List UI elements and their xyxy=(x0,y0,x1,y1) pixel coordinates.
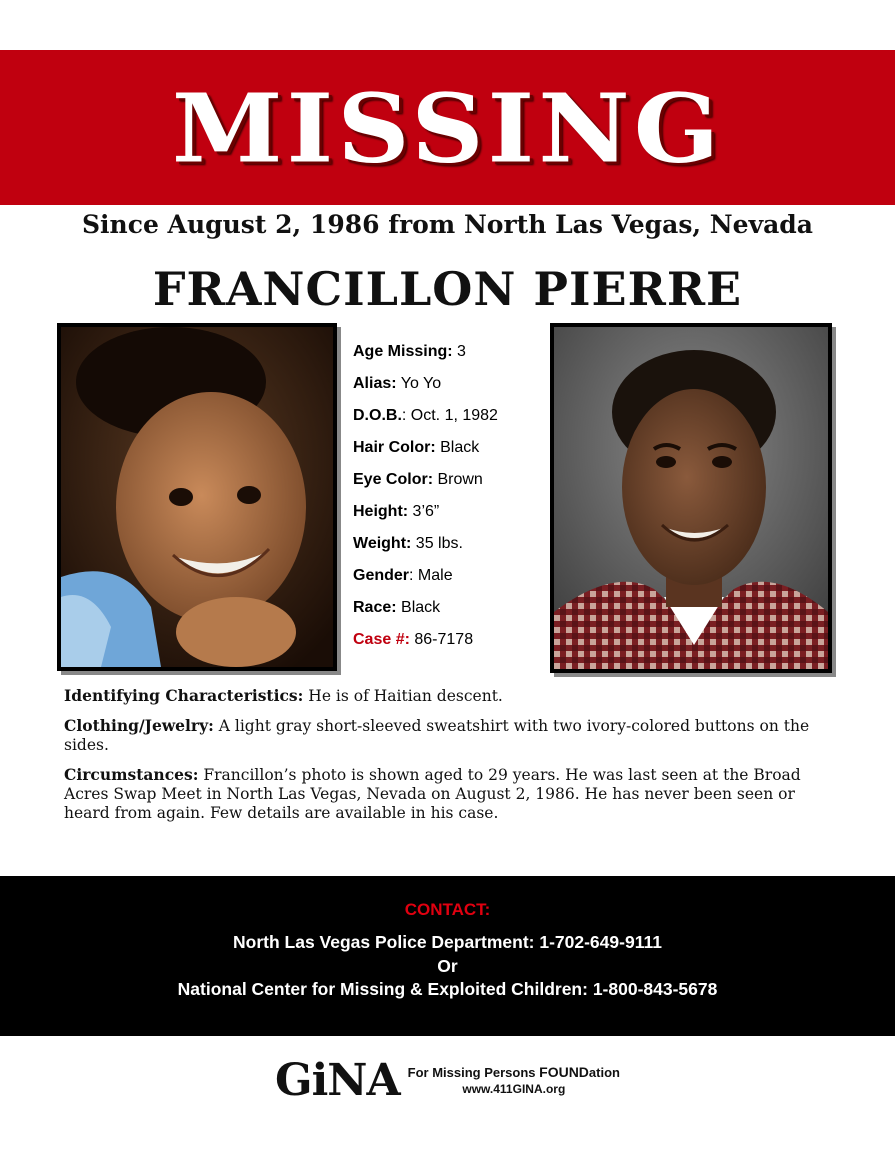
stat-case-number xyxy=(353,628,543,660)
stat-value: Brown xyxy=(433,471,483,488)
stat-alias xyxy=(353,372,543,404)
stats-list xyxy=(353,340,543,660)
detail-label: Clothing/Jewelry: xyxy=(64,716,214,735)
stat-label: Alias: xyxy=(353,375,397,392)
stat-age-missing xyxy=(353,340,543,372)
stat-height xyxy=(353,500,543,532)
child-photo xyxy=(57,323,337,671)
stat-weight xyxy=(353,532,543,564)
stat-gender xyxy=(353,564,543,596)
detail-text: Francillon’s photo is shown aged to 29 years. He was last seen at the Broad Acres Swap Meet in North Las Vegas, Nevada on August 2, 1986. He has never been seen or heard from again. Few details are available in his case. xyxy=(64,766,801,822)
missing-since-line: Since August 2, 1986 from North Las Vegas, Nevada xyxy=(82,210,813,239)
stat-value: Black xyxy=(435,439,480,456)
person-name: FRANCILLON PIERRE xyxy=(152,262,743,316)
stat-value: 3 xyxy=(452,343,466,360)
stat-value: 3’6” xyxy=(408,503,440,520)
stat-label: Eye Color: xyxy=(353,471,434,488)
stat-value: : Oct. 1, 1982 xyxy=(401,407,498,424)
detail-text: A light gray short-sleeved sweatshirt with two ivory-colored buttons on the sides. xyxy=(64,717,810,754)
detail-label: Identifying Characteristics: xyxy=(64,686,304,705)
stat-label: Case #: xyxy=(353,631,410,648)
stat-label: D.O.B. xyxy=(353,407,402,424)
circumstances xyxy=(64,765,834,823)
contact-panel xyxy=(0,876,895,1036)
stat-label: Height: xyxy=(353,503,409,520)
stat-value: 35 lbs. xyxy=(411,535,463,552)
stat-dob xyxy=(353,404,543,436)
contact-or: Or xyxy=(437,956,458,976)
missing-title: MISSING xyxy=(171,71,724,184)
gina-text xyxy=(408,1064,620,1097)
stat-label: Weight: xyxy=(353,535,412,552)
tagline-bold: FOUND xyxy=(539,1063,589,1080)
gina-tagline xyxy=(408,1064,620,1081)
stat-hair-color xyxy=(353,436,543,468)
missing-banner xyxy=(0,50,895,205)
age-progressed-photo xyxy=(550,323,832,673)
contact-title: CONTACT: xyxy=(404,900,491,919)
footer xyxy=(0,1050,895,1110)
stat-value: Black xyxy=(396,599,441,616)
tagline-suffix: ation xyxy=(588,1064,620,1080)
identifying-characteristics xyxy=(64,686,834,706)
clothing-jewelry xyxy=(64,716,834,755)
gina-logo: GiNA xyxy=(275,1054,400,1106)
stat-value: 86-7178 xyxy=(409,631,474,648)
case-details xyxy=(64,686,834,833)
contact-police: North Las Vegas Police Department: 1-702-649-9111 xyxy=(233,932,662,952)
gina-url: www.411GINA.org xyxy=(462,1081,566,1096)
stat-value: : Male xyxy=(409,567,453,584)
stat-label: Hair Color: xyxy=(353,439,436,456)
contact-ncmec: National Center for Missing & Exploited Children: 1-800-843-5678 xyxy=(177,979,718,999)
stat-label: Gender xyxy=(353,567,410,584)
stat-value: Yo Yo xyxy=(396,375,442,392)
stat-label: Race: xyxy=(353,599,397,616)
tagline-prefix: For Missing Persons xyxy=(407,1064,540,1080)
stat-race xyxy=(353,596,543,628)
stat-label: Age Missing: xyxy=(353,343,453,360)
detail-label: Circumstances: xyxy=(64,765,199,784)
stat-eye-color xyxy=(353,468,543,500)
detail-text: He is of Haitian descent. xyxy=(303,687,503,705)
